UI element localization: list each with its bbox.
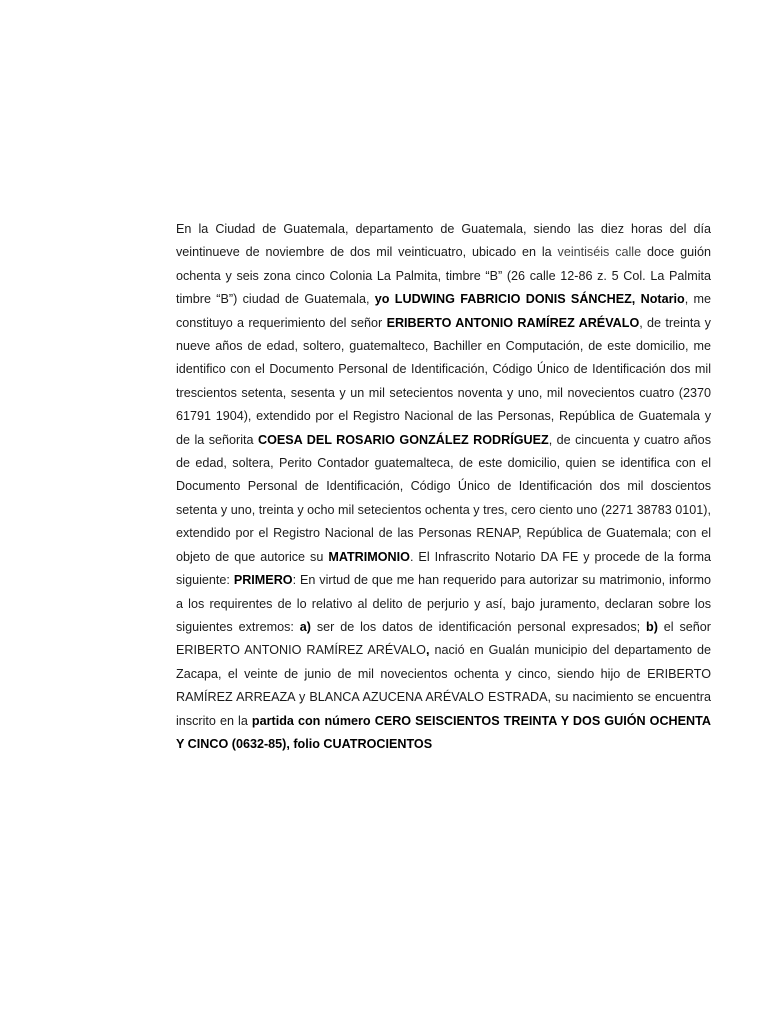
bold-text-segment: b) <box>646 619 658 634</box>
bold-text-segment: ERIBERTO ANTONIO RAMÍREZ ARÉVALO <box>386 315 640 330</box>
text-segment: doce guión ochenta y seis zona cinco Colonia La Palmita, timbre “B” (26 calle 12-86 z. 5 Col. La Palmita timbre “B”) ciudad de Guatemala, <box>176 245 711 307</box>
text-segment: , de treinta y nueve años de edad, soltero, guatemalteco, Bachiller en Computación, de este domicilio, me identifico con el Documento Personal de Identificación, Código Único de Identificación dos mil trescientos setenta, sesenta y un mil setecientos noventa y uno, mil novecientos cuatro (2370 61791 1904), extendido por el Registro Nacional de las Personas, República de Guatemala y de la señorita <box>176 315 711 447</box>
text-segment: . El Infrascrito Notario DA FE y procede de la forma siguiente: <box>176 549 711 588</box>
bold-text-segment: partida con número CERO SEISCIENTOS TREINTA Y DOS GUIÓN OCHENTA Y CINCO (0632-85), folio CUATROCIENTOS <box>176 713 711 751</box>
text-segment: , de cincuenta y cuatro años de edad, soltera, Perito Contador guatemalteca, de este domicilio, quien se identifica con el Documento Personal de Identificación, Código Único de Identificación dos mil doscientos setenta y uno, treinta y ocho mil setecientos ochenta y tres, cero ciento uno (2271 38783 0101), extendido por el Registro Nacional de las Personas RENAP, República de Guatemala; con el objeto de que autorice su <box>176 432 711 564</box>
text-segment: nació en Gualán municipio del departamento de Zacapa, el veinte de junio de mil novecientos ochenta y cinco, siendo hijo de ERIBERTO RAMÍREZ ARREAZA y BLANCA AZUCENA ARÉVALO ESTRADA, su nacimiento se encuentra inscrito en la <box>176 643 711 728</box>
bold-text-segment: , <box>425 643 430 658</box>
text-segment: el señor ERIBERTO ANTONIO RAMÍREZ ARÉVALO <box>176 619 711 658</box>
bold-text-segment: PRIMERO <box>233 573 293 588</box>
document-body-text <box>176 218 711 756</box>
text-segment: En la Ciudad de Guatemala, departamento de Guatemala, siendo las diez horas del día veintinueve de noviembre de dos mil veinticuatro, ubicado en la <box>176 222 711 260</box>
bold-text-segment: COESA DEL ROSARIO GONZÁLEZ RODRÍGUEZ <box>257 432 549 447</box>
text-segment: : En virtud de que me han requerido para autorizar su matrimonio, informo a los requirentes de lo relativo al delito de perjurio y así, bajo juramento, declaran sobre los siguientes extremos: <box>176 573 711 634</box>
bold-text-segment: a) <box>299 619 311 634</box>
bold-text-segment: yo LUDWING FABRICIO DONIS SÁNCHEZ, Notario <box>374 292 685 307</box>
bold-text-segment: MATRIMONIO <box>328 549 410 564</box>
text-segment: , me constituyo a requerimiento del señor <box>176 292 712 330</box>
text-segment: veintiséis calle <box>557 245 642 260</box>
text-segment: ser de los datos de identificación personal expresados; <box>310 619 647 634</box>
